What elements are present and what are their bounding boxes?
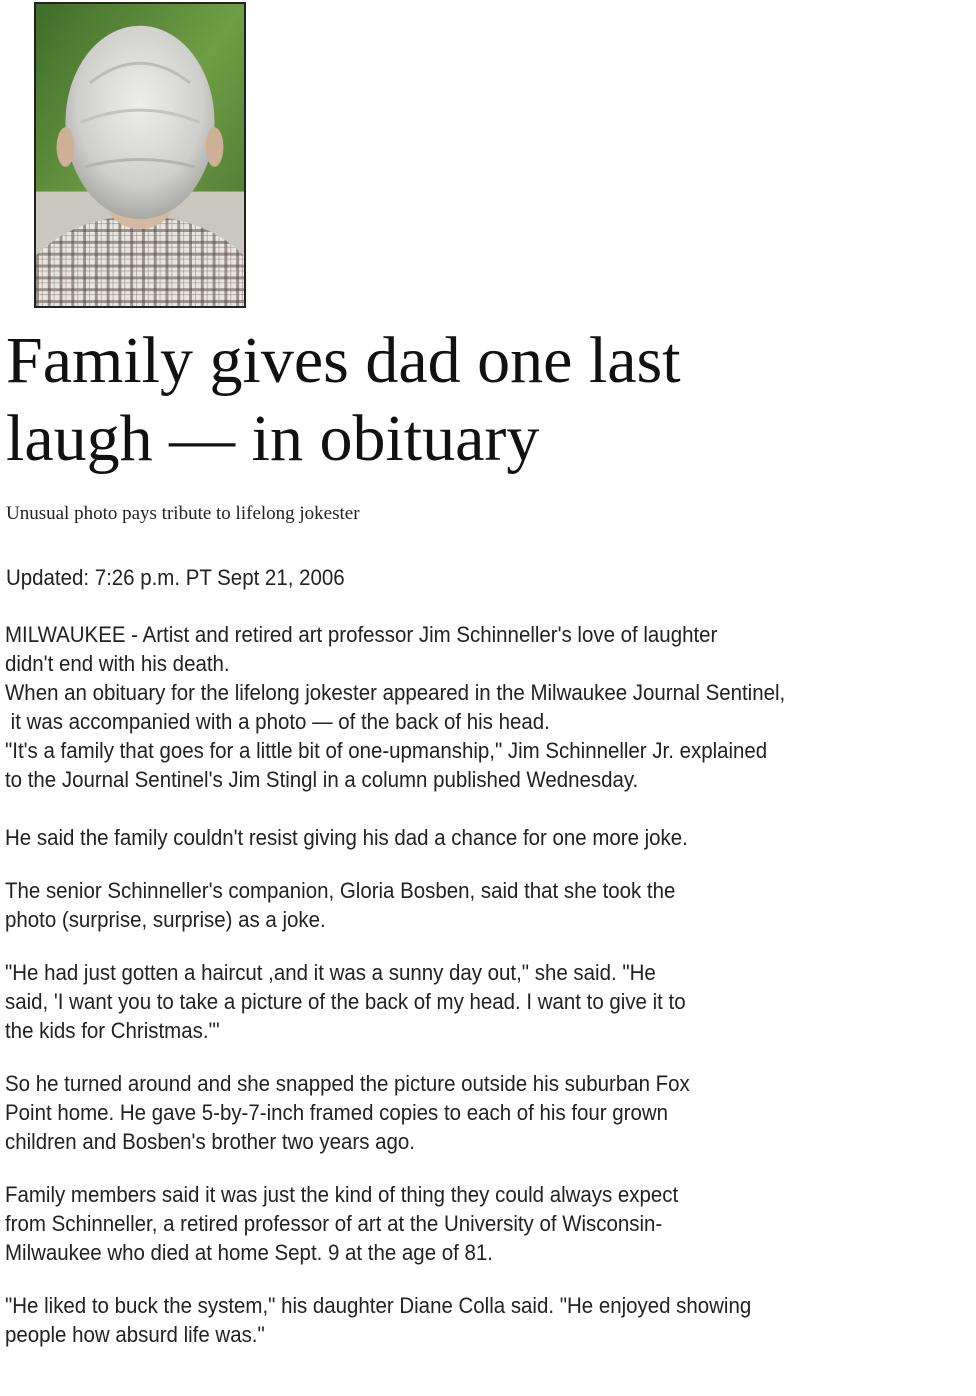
paragraph-4 <box>5 823 842 852</box>
paragraph-line: didn't end with his death. <box>5 651 230 676</box>
paragraph-1 <box>5 620 842 678</box>
paragraph-line: "He had just gotten a haircut ,and it was a sunny day out," she said. "He <box>5 960 656 985</box>
paragraph-line: Milwaukee who died at home Sept. 9 at the age of 81. <box>5 1240 493 1265</box>
paragraph-6 <box>5 958 842 1045</box>
paragraph-line: "It's a family that goes for a little bit of one-upmanship," Jim Schinneller Jr. explained <box>5 738 768 763</box>
paragraph-line: it was accompanied with a photo — of the back of his head. <box>5 709 550 734</box>
paragraph-line: When an obituary for the lifelong jokester appeared in the Milwaukee Journal Sentinel, <box>5 680 786 705</box>
paragraph-line: He said the family couldn't resist giving his dad a chance for one more joke. <box>5 825 688 850</box>
paragraph-8 <box>5 1180 842 1267</box>
paragraph-line: Family members said it was just the kind of thing they could always expect <box>5 1182 679 1207</box>
paragraph-line: children and Bosben's brother two years ago. <box>5 1129 415 1154</box>
updated-timestamp: Updated: 7:26 p.m. PT Sept 21, 2006 <box>6 565 345 590</box>
article-body <box>5 620 842 1349</box>
paragraph-line: "He liked to buck the system," his daughter Diane Colla said. "He enjoyed showing <box>5 1293 752 1318</box>
headline-line-1: Family gives dad one last <box>6 324 681 397</box>
paragraph-line: The senior Schinneller's companion, Gloria Bosben, said that she took the <box>5 878 676 903</box>
headline <box>6 322 906 478</box>
subheadline: Unusual photo pays tribute to lifelong jokester <box>6 503 360 524</box>
paragraph-line: So he turned around and she snapped the picture outside his suburban Fox <box>5 1071 690 1096</box>
paragraph-line: to the Journal Sentinel's Jim Stingl in a column published Wednesday. <box>5 767 639 792</box>
paragraph-line: MILWAUKEE - Artist and retired art professor Jim Schinneller's love of laughter <box>5 622 718 647</box>
paragraph-5 <box>5 876 842 934</box>
paragraph-9 <box>5 1291 842 1349</box>
photo-illustration <box>36 4 244 306</box>
photo-back-of-head <box>34 2 246 308</box>
headline-line-2: laugh — in obituary <box>6 402 540 475</box>
paragraph-3 <box>5 736 842 794</box>
paragraph-line: said, 'I want you to take a picture of the back of my head. I want to give it to <box>5 989 686 1014</box>
paragraph-line: Point home. He gave 5-by-7-inch framed copies to each of his four grown <box>5 1100 669 1125</box>
paragraph-line: the kids for Christmas.'" <box>5 1018 220 1043</box>
paragraph-line: photo (surprise, surprise) as a joke. <box>5 907 326 932</box>
paragraph-line: people how absurd life was." <box>5 1322 265 1347</box>
paragraph-line: from Schinneller, a retired professor of art at the University of Wisconsin- <box>5 1211 663 1236</box>
paragraph-2 <box>5 678 842 736</box>
paragraph-7 <box>5 1069 842 1156</box>
